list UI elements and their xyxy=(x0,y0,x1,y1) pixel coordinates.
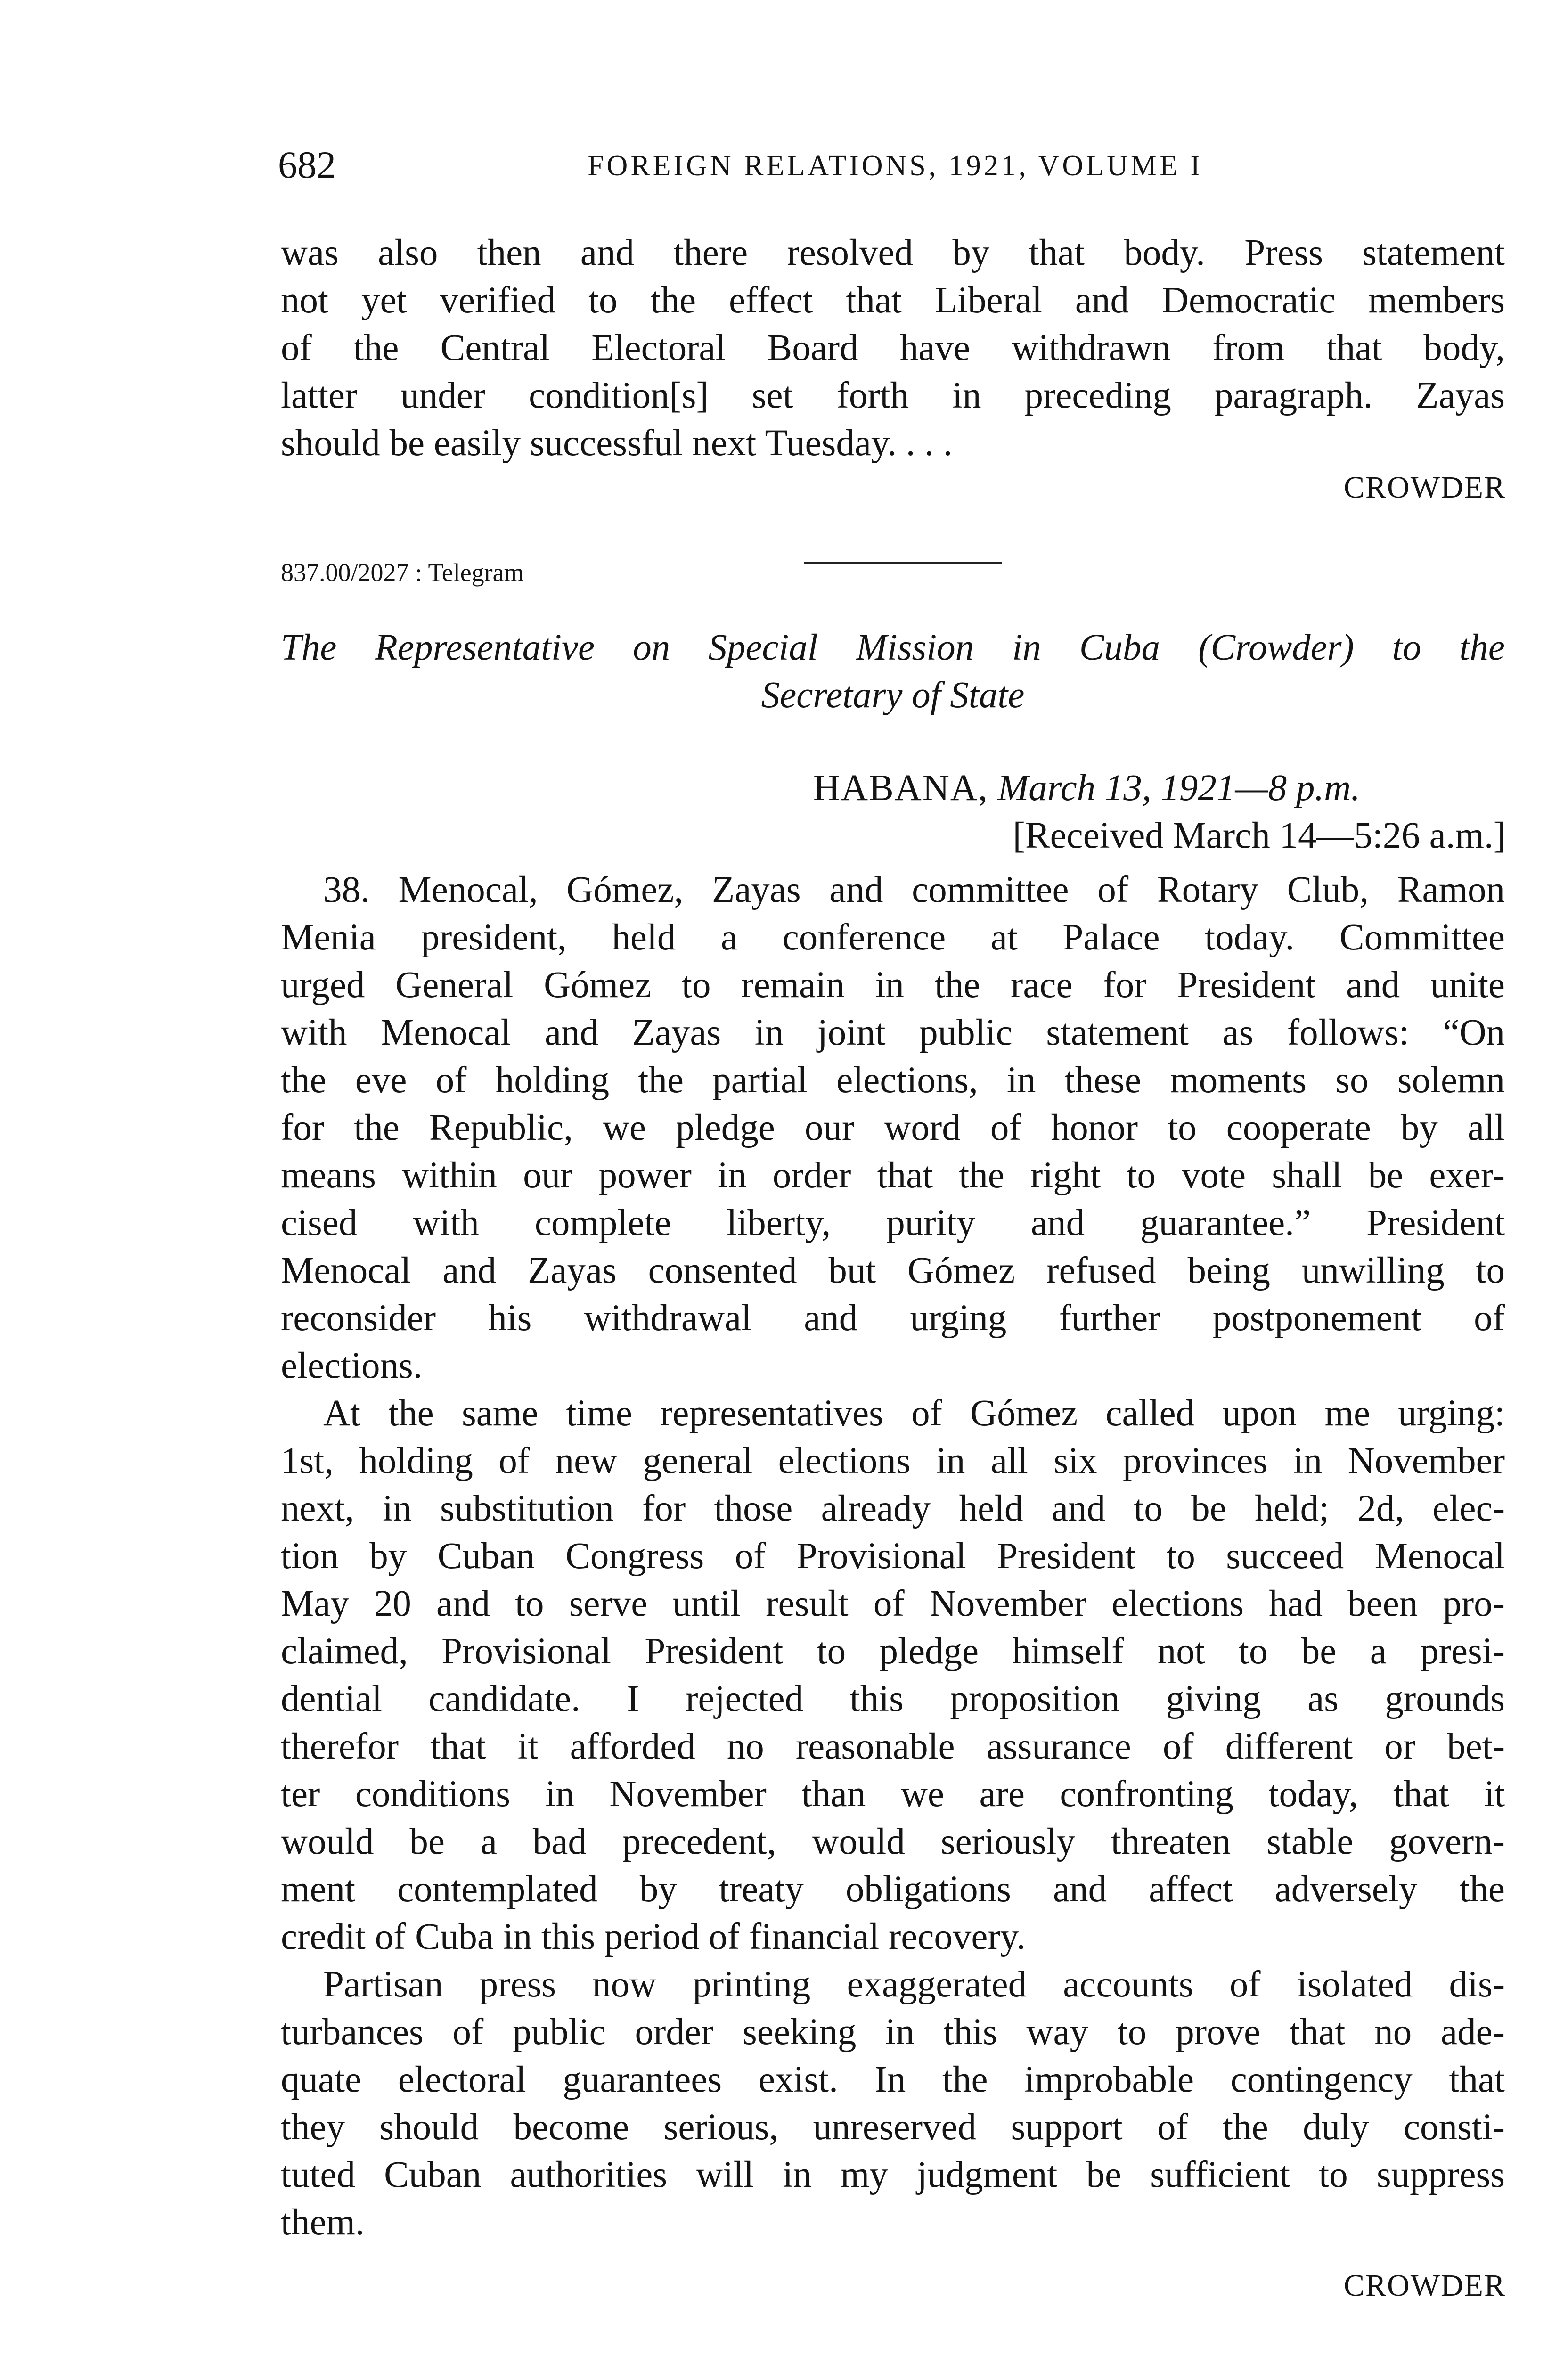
signature-second-telegram: CROWDER xyxy=(1344,2268,1506,2303)
text-line: them. xyxy=(281,2202,365,2243)
text-line: quate electoral guarantees exist. In the improbable contingency that xyxy=(281,2059,1505,2100)
place: HABANA, xyxy=(813,768,988,809)
continued-telegram-text xyxy=(281,229,1505,467)
text-line: 38. Menocal, Gómez, Zayas and committee of Rotary Club, Ramon xyxy=(323,869,1505,910)
text-line: the eve of holding the partial elections, in these moments so solemn xyxy=(281,1060,1505,1101)
text-line: ter conditions in November than we are confronting today, that it xyxy=(281,1774,1505,1815)
text-line: urged General Gómez to remain in the race for President and unite xyxy=(281,965,1505,1006)
text-line: elections. xyxy=(281,1345,423,1386)
text-line: tion by Cuban Congress of Provisional President to succeed Menocal xyxy=(281,1536,1505,1577)
text-line: next, in substitution for those already held and to be held; 2d, elec- xyxy=(281,1488,1505,1529)
text-line: was also then and there resolved by that body. Press statement xyxy=(281,232,1505,273)
text-line: of the Central Electoral Board have withdrawn from that body, xyxy=(281,327,1505,368)
text-line: Menia president, held a conference at Palace today. Committee xyxy=(281,917,1505,958)
text-line: they should become serious, unreserved support of the duly consti- xyxy=(281,2107,1505,2148)
text-line: tuted Cuban authorities will in my judgment be sufficient to suppress xyxy=(281,2154,1505,2195)
page-header xyxy=(278,141,1512,193)
text-line: reconsider his withdrawal and urging further postponement of xyxy=(281,1298,1505,1339)
title-line: Secretary of State xyxy=(761,675,1025,716)
text-line: credit of Cuba in this period of financial recovery. xyxy=(281,1916,1026,1957)
dateline xyxy=(813,764,1506,859)
received-line: [Received March 14—5:26 a.m.] xyxy=(1013,815,1506,856)
date: March 13, 1921—8 p.m. xyxy=(997,768,1360,809)
text-line: 1st, holding of new general elections in all six provinces in November xyxy=(281,1440,1505,1481)
text-line: means within our power in order that the right to vote shall be exer- xyxy=(281,1155,1505,1196)
text-line: cised with complete liberty, purity and guarantee.” President xyxy=(281,1203,1505,1243)
page-number: 682 xyxy=(278,143,336,186)
text-line: would be a bad precedent, would seriously threaten stable govern- xyxy=(281,1821,1505,1862)
document-title xyxy=(281,624,1505,719)
running-head: FOREIGN RELATIONS, 1921, VOLUME I xyxy=(588,150,1203,182)
text-line: for the Republic, we pledge our word of honor to cooperate by all xyxy=(281,1107,1505,1148)
text-line: claimed, Provisional President to pledge himself not to be a presi- xyxy=(281,1631,1505,1672)
text-line: with Menocal and Zayas in joint public statement as follows: “On xyxy=(281,1012,1505,1053)
text-line: therefor that it afforded no reasonable assurance of different or bet- xyxy=(281,1726,1505,1767)
file-number: 837.00/2027 : Telegram xyxy=(281,558,524,587)
text-line: At the same time representatives of Gómez called upon me urging: xyxy=(323,1393,1505,1434)
section-divider xyxy=(804,562,1002,564)
text-line: latter under condition[s] set forth in preceding paragraph. Zayas xyxy=(281,375,1505,416)
text-line: Menocal and Zayas consented but Gómez refused being unwilling to xyxy=(281,1250,1505,1291)
text-line: not yet verified to the effect that Liberal and Democratic members xyxy=(281,280,1505,321)
text-line: dential candidate. I rejected this proposition giving as grounds xyxy=(281,1678,1505,1719)
text-line: May 20 and to serve until result of November elections had been pro- xyxy=(281,1583,1505,1624)
text-line: turbances of public order seeking in this way to prove that no ade- xyxy=(281,2012,1505,2053)
text-line: should be easily successful next Tuesday. . . . xyxy=(281,423,953,464)
telegram-body xyxy=(281,866,1505,2246)
text-line: ment contemplated by treaty obligations and affect adversely the xyxy=(281,1869,1505,1910)
signature-first-telegram: CROWDER xyxy=(1344,470,1506,505)
place-date-line xyxy=(813,764,1506,812)
title-line: The Representative on Special Mission in Cuba (Crowder) to the xyxy=(281,627,1505,668)
text-line: Partisan press now printing exaggerated accounts of isolated dis- xyxy=(323,1964,1505,2005)
